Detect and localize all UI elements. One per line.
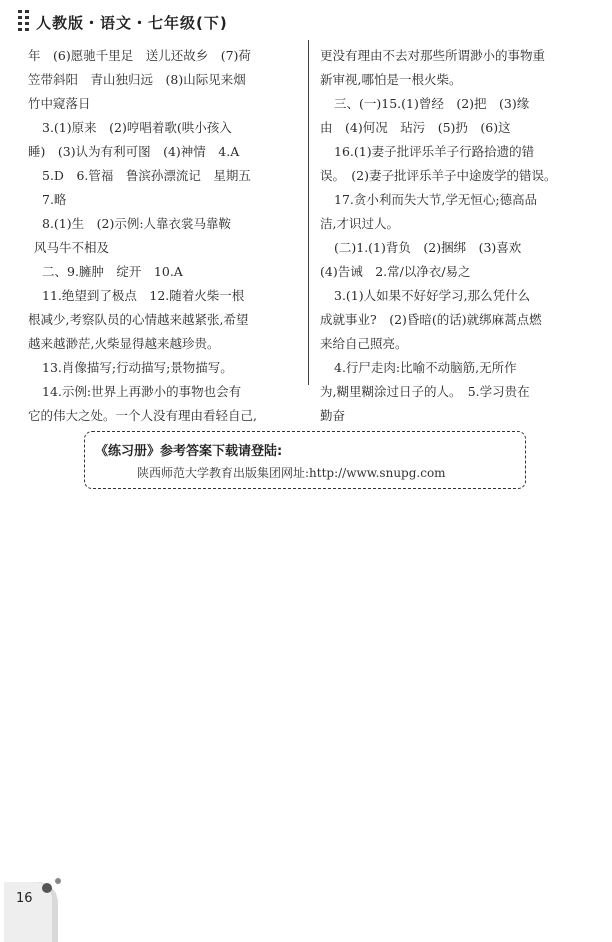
answer-line: 越来越渺茫,火柴显得越来越珍贵。 [28,336,220,351]
answer-line: 误。 (2)妻子批评乐羊子中途废学的错误。 [320,168,557,183]
page-corner-decoration [0,876,62,942]
answer-line: 11.绝望到了极点 12.随着火柴一根 [42,288,245,303]
notice-url-line: 陕西师范大学教育出版集团网址:http://www.snupg.com [137,466,446,480]
answer-line: 13.肖像描写;行动描写;景物描写。 [42,360,233,375]
answer-line: 洁,才识过人。 [320,216,399,231]
answer-line: 二、9.臃肿 绽开 10.A [42,264,183,279]
answer-line: 16.(1)妻子批评乐羊子行路拾遗的错 [334,144,535,159]
answer-line: 它的伟大之处。一个人没有理由看轻自己, [28,408,257,423]
header-dots-decoration [18,10,22,34]
answer-line: 为,糊里糊涂过日子的人。 5.学习贵在 [320,384,530,399]
answer-line: 三、(一)15.(1)曾经 (2)把 (3)缘 [334,96,530,111]
answer-line: 笠带斜阳 青山独归远 (8)山际见来烟 [28,72,246,87]
answer-line: 根减少,考察队员的心情越来越紧张,希望 [28,312,249,327]
answer-line: 更没有理由不去对那些所谓渺小的事物重 [320,48,546,63]
answer-line: 17.贪小利而失大节,学无恒心;德高品 [334,192,538,207]
column-divider [308,40,309,385]
answer-line: 年 (6)愿驰千里足 送儿还故乡 (7)荷 [28,48,251,63]
answer-line: 来给自己照亮。 [320,336,408,351]
page-header [18,8,318,38]
answer-line: 8.(1)生 (2)示例:人靠衣裳马靠鞍 [42,216,232,231]
answer-line: 3.(1)原来 (2)哼唱着歌(哄小孩入 [42,120,232,135]
answer-line: 风马牛不相及 [34,240,110,255]
answer-line: 新审视,哪怕是一根火柴。 [320,72,462,87]
download-notice-box [84,431,526,489]
header-dots-decoration [25,10,29,34]
answer-line: 14.示例:世界上再渺小的事物也会有 [42,384,242,399]
left-column [28,44,300,428]
answer-line: 勤奋 [320,408,346,423]
page-number: 16 [16,891,33,906]
answer-line: 4.行尸走肉:比喻不动脑筋,无所作 [334,360,517,375]
answer-line: 成就事业? (2)昏暗(的话)就绑麻蒿点燃 [320,312,542,327]
answer-line: (二)1.(1)背负 (2)捆绑 (3)喜欢 [334,240,522,255]
notice-title: 《练习册》参考答案下载请登陆: [95,444,283,459]
answer-line: 睡) (3)认为有利可图 (4)神情 4.A [28,144,240,159]
right-column [320,44,588,428]
answer-line: 竹中窥落日 [28,96,91,111]
answer-line: 由 (4)何况 玷污 (5)扔 (6)这 [320,120,511,135]
answer-line: 3.(1)人如果不好好学习,那么凭什么 [334,288,531,303]
answer-line: (4)告诫 2.常/以净衣/易之 [320,264,471,279]
answer-line: 7.略 [42,192,67,207]
answer-line: 5.D 6.管福 鲁滨孙漂流记 星期五 [42,168,251,183]
header-title: 人教版・语文・七年级(下) [36,14,228,32]
